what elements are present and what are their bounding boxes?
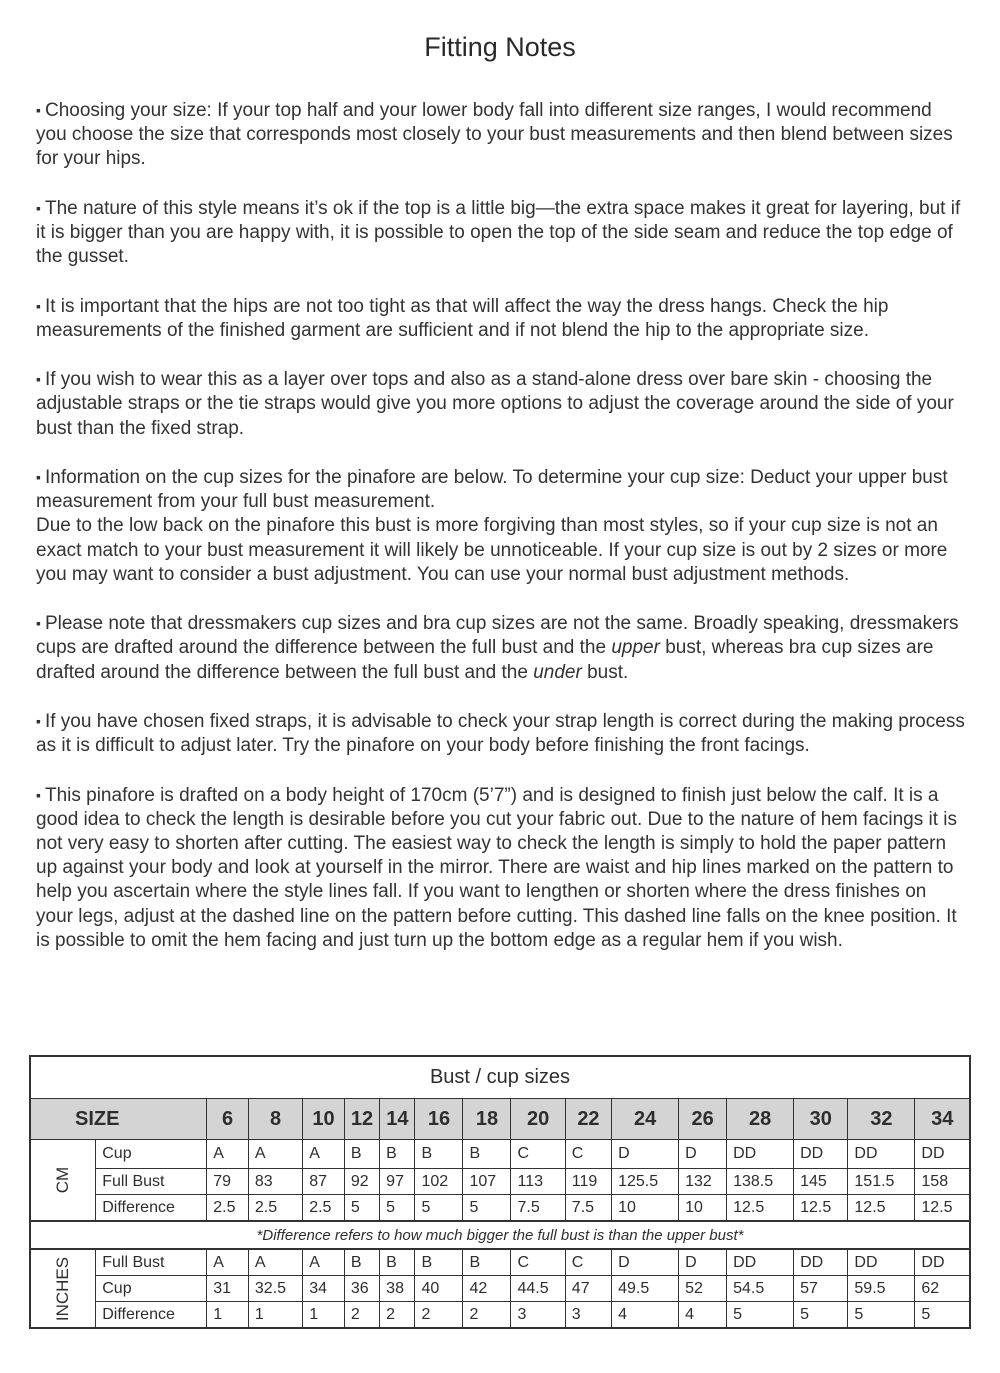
table-cell: 52 [679,1276,727,1302]
size-header-cell: 24 [612,1099,679,1140]
table-cell: DD [915,1249,970,1276]
table-cell: 34 [303,1276,345,1302]
table-cell: 4 [612,1302,679,1329]
note-choosing-size: ▪ Choosing your size: If your top half and your lower body fall into different size ranges, I would recommend you choose the size that corresponds most closely to your bust measurements and then blend between sizes for your hips. [36,100,953,170]
inches-unit-label: INCHES [30,1249,96,1328]
table-cell: B [380,1249,415,1276]
table-cell: 2 [380,1302,415,1329]
table-cell: 2.5 [303,1195,345,1222]
table-cell: B [344,1249,379,1276]
table-row [30,1169,970,1195]
note-style-nature: ▪ The nature of this style means it’s ok if the top is a little big—the extra space makes it great for layering, but if it is bigger than you are happy with, it is possible to open the top of the side seam and reduce the top edge of the gusset. [36,197,961,268]
table-cell: D [612,1140,679,1169]
table-cell: 79 [207,1169,249,1195]
table-cell: 38 [380,1276,415,1302]
table-cell: 5 [344,1195,379,1222]
table-cell: 5 [727,1302,794,1329]
bullet-icon: ▪ [36,371,41,388]
table-cell: DD [848,1140,915,1169]
row-label: Cup [96,1276,207,1302]
table-cell: B [463,1140,511,1169]
table-cell: 2 [344,1302,379,1329]
table-row [30,1276,970,1302]
table-cell: DD [727,1140,794,1169]
table-cell: 5 [848,1302,915,1329]
note-fixed-straps: ▪ If you have chosen fixed straps, it is advisable to check your strap length is correct during the making process as it is difficult to adjust later. Try the pinafore on your body before finishing the front facings. [36,710,965,757]
size-header: SIZE [30,1099,207,1140]
table-cell: 59.5 [848,1276,915,1302]
table-cell: B [380,1140,415,1169]
table-cell: 83 [248,1169,302,1195]
table-cell: B [463,1249,511,1276]
table-cell: A [303,1140,345,1169]
note-cup-difference: ▪ Please note that dressmakers cup sizes and bra cup sizes are not the same. Broadly speaking, dressmakers cups are drafted around the difference between the full bust and the upper bust, whereas bra cup sizes are drafted around the difference between the full bust and the under bust. [36,613,959,683]
table-cell: DD [848,1249,915,1276]
difference-note: *Difference refers to how much bigger the full bust is than the upper bust* [30,1221,970,1249]
table-cell: 2 [463,1302,511,1329]
size-header-row [30,1099,970,1140]
table-cell: A [207,1249,249,1276]
table-row [30,1140,970,1169]
table-cell: 102 [415,1169,463,1195]
table-cell: 47 [565,1276,611,1302]
table-cell: 31 [207,1276,249,1302]
table-cell: B [344,1140,379,1169]
table-cell: 4 [679,1302,727,1329]
table-cell: 10 [612,1195,679,1222]
table-cell: 62 [915,1276,970,1302]
table-cell: 10 [679,1195,727,1222]
table-cell: 54.5 [727,1276,794,1302]
note-low-back: Due to the low back on the pinafore this bust is more forgiving than most styles, so if your cup size is not an exact match to your bust measurement it will likely be unnoticeable. If your cup size is out by 2 sizes or more you may want to consider a bust adjustment. You can use your normal bust adjustment methods. [36,515,948,585]
table-cell: 3 [511,1302,565,1329]
table-cell: 2.5 [248,1195,302,1222]
table-cell: 5 [794,1302,848,1329]
size-header-cell: 12 [344,1099,379,1140]
bullet-icon: ▪ [36,468,41,485]
table-cell: 44.5 [511,1276,565,1302]
table-cell: 12.5 [794,1195,848,1222]
table-cell: DD [794,1140,848,1169]
table-cell: 1 [207,1302,249,1329]
table-cell: A [248,1140,302,1169]
table-cell: 92 [344,1169,379,1195]
note-hips: ▪ It is important that the hips are not too tight as that will affect the way the dress hangs. Check the hip measurements of the finished garment are sufficient and if not blend the hip to the appropriate size. [36,295,889,341]
table-cell: 32.5 [248,1276,302,1302]
bullet-icon: ▪ [36,297,41,314]
size-header-cell: 6 [207,1099,249,1140]
table-cell: 158 [915,1169,970,1195]
table-cell: A [207,1140,249,1169]
table-cell: 36 [344,1276,379,1302]
note-layering: ▪ If you wish to wear this as a layer over tops and also as a stand-alone dress over bare skin - choosing the adjustable straps or the tie straps would give you more options to adjust the coverage around the side of your bust than the fixed strap. [36,369,954,439]
table-cell: 1 [303,1302,345,1329]
table-row [30,1302,970,1329]
note-length: ▪ This pinafore is drafted on a body height of 170cm (5’7”) and is designed to finish just below the calf. It is a good idea to check the length is desirable before you cut your fabric out. Due to the nature of hem facings it is not very easy to shorten after cutting. The easiest way to check the length is simply to hold the paper pattern up against your body and look at yourself in the mirror. There are waist and hip lines marked on the pattern to help you ascertain where the style lines fall. If you want to lengthen or shorten where the dress finishes on your legs, adjust at the dashed line on the pattern before cutting. This dashed line falls on the knee position. It is possible to omit the hem facing and just turn up the bottom edge as a regular hem if you wish. [36,784,957,951]
table-cell: D [612,1249,679,1276]
table-cell: C [565,1249,611,1276]
table-cell: 145 [794,1169,848,1195]
row-label: Difference [96,1302,207,1329]
page-title: Fitting Notes [424,32,576,62]
table-cell: 5 [463,1195,511,1222]
table-cell: D [679,1249,727,1276]
bust-cup-size-table [29,1055,971,1329]
bullet-icon: ▪ [36,712,41,729]
table-cell: A [248,1249,302,1276]
fitting-notes [36,98,966,977]
table-cell: C [565,1140,611,1169]
table-cell: 5 [415,1195,463,1222]
table-cell: 119 [565,1169,611,1195]
row-label: Difference [96,1195,207,1222]
size-header-cell: 32 [848,1099,915,1140]
table-cell: 107 [463,1169,511,1195]
table-caption-row [30,1056,970,1099]
table-cell: 151.5 [848,1169,915,1195]
table-cell: DD [727,1249,794,1276]
size-header-cell: 14 [380,1099,415,1140]
size-header-cell: 34 [915,1099,970,1140]
table-cell: 12.5 [727,1195,794,1222]
table-cell: 87 [303,1169,345,1195]
table-caption: Bust / cup sizes [30,1056,970,1099]
size-header-cell: 22 [565,1099,611,1140]
table-cell: 12.5 [848,1195,915,1222]
table-cell: 57 [794,1276,848,1302]
table-cell: 97 [380,1169,415,1195]
table-cell: 125.5 [612,1169,679,1195]
table-cell: C [511,1249,565,1276]
table-cell: 2.5 [207,1195,249,1222]
bullet-icon: ▪ [36,102,41,118]
size-header-cell: 28 [727,1099,794,1140]
table-cell: 138.5 [727,1169,794,1195]
size-header-cell: 18 [463,1099,511,1140]
table-note-row [30,1221,970,1249]
table-cell: D [679,1140,727,1169]
bullet-icon: ▪ [36,786,41,803]
size-header-cell: 26 [679,1099,727,1140]
table-cell: 113 [511,1169,565,1195]
size-header-cell: 20 [511,1099,565,1140]
table-cell: B [415,1249,463,1276]
table-cell: DD [794,1249,848,1276]
table-row [30,1195,970,1222]
size-header-cell: 16 [415,1099,463,1140]
table-cell: 5 [380,1195,415,1222]
table-cell: 3 [565,1302,611,1329]
table-cell: C [511,1140,565,1169]
table-cell: 7.5 [565,1195,611,1222]
table-cell: 1 [248,1302,302,1329]
row-label: Full Bust [96,1249,207,1276]
bullet-icon: ▪ [36,199,41,216]
table-cell: 2 [415,1302,463,1329]
table-cell: DD [915,1140,970,1169]
table-cell: 42 [463,1276,511,1302]
table-cell: 12.5 [915,1195,970,1222]
table-cell: B [415,1140,463,1169]
cm-unit-label: CM [30,1140,96,1222]
table-cell: 132 [679,1169,727,1195]
table-cell: 7.5 [511,1195,565,1222]
table-row [30,1249,970,1276]
row-label: Cup [96,1140,207,1169]
table-cell: A [303,1249,345,1276]
size-header-cell: 10 [303,1099,345,1140]
bullet-icon: ▪ [36,615,41,632]
table-cell: 40 [415,1276,463,1302]
row-label: Full Bust [96,1169,207,1195]
note-cup-info: ▪ Information on the cup sizes for the pinafore are below. To determine your cup size: Deduct your upper bust measurement from your full bust measurement. Due to the low back on the pinafore this bust is more forgiving than most styles, so if your cup size is not an exact match to your bust measurement it will likely be unnoticeable. If your cup size is out by 2 sizes or more you may want to consider a bust adjustment. You can use your normal bust adjustment methods. [36,466,948,585]
size-header-cell: 30 [794,1099,848,1140]
table-cell: 49.5 [612,1276,679,1302]
table-cell: 5 [915,1302,970,1329]
size-header-cell: 8 [248,1099,302,1140]
